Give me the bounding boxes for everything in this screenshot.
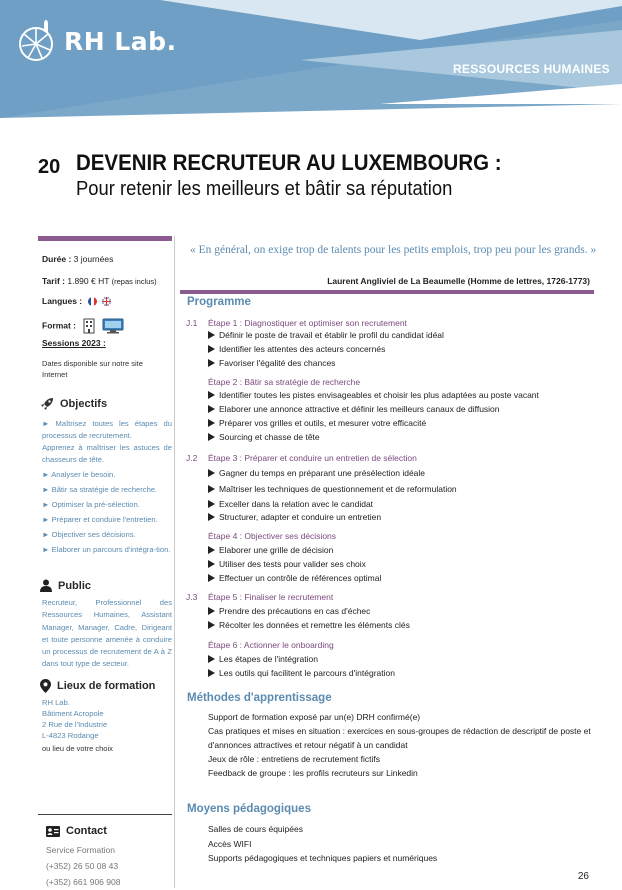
contact-service: Service Formation (46, 845, 115, 855)
page-number: 26 (577, 871, 589, 882)
objectif-item: ► Objectiver ses décisions. (42, 530, 136, 539)
column-separator (174, 236, 175, 888)
public-heading: Public (40, 579, 91, 592)
step-1-item: Favoriser l'égalité des chances (208, 358, 335, 368)
moyens-title: Moyens pédagogiques (187, 803, 311, 815)
duration-label: Durée : (42, 254, 72, 264)
step-4-item: Effectuer un contrôle de références optimal (208, 573, 381, 583)
moyen-line: Supports pédagogiques et techniques papiers et numériques (208, 853, 438, 863)
programme-title: Programme (187, 296, 251, 308)
methodes-title: Méthodes d'apprentissage (187, 692, 332, 704)
step-4-item: Elaborer une grille de décision (208, 545, 333, 555)
languages-line (42, 296, 111, 306)
step-3-title: Étape 3 : Préparer et conduire un entretien de sélection (208, 453, 417, 463)
objectif-item: ► Maîtrisez toutes les étapes du processus de recrutement. (42, 419, 172, 440)
day-label-1: J.1 (186, 318, 198, 328)
step-6-item: Les étapes de l'intégration (208, 654, 318, 664)
contact-card-icon (46, 826, 60, 837)
sessions-label: Sessions 2023 : (42, 338, 106, 348)
format-line (42, 318, 124, 334)
day-label-2: J.2 (186, 453, 198, 463)
objectif-item: ► Elaborer un parcours d'intégra-tion. (42, 545, 171, 554)
quote-author: Laurent Angliviel de La Beaumelle (Homme de lettres, 1726-1773) (327, 276, 590, 286)
price-label: Tarif : (42, 276, 65, 286)
moyen-line: Salles de cours équipées (208, 824, 303, 834)
map-pin-icon (40, 679, 51, 693)
sessions-info: Dates disponible sur notre site Internet (42, 359, 143, 379)
contact-mobile[interactable]: (+352) 661 906 908 (46, 877, 121, 887)
brain-logo-icon (18, 20, 58, 62)
public-description: Recruteur, Professionnel des Ressources Humaines, Assistant Manager, Manager, Cadre, Dirigeant et toute personne amenée à conduire un processus de recrutement de A à Z dans tout type de secteur. (42, 598, 172, 669)
brand-name: RH Lab. (64, 26, 177, 56)
duration-value: 3 journées (73, 254, 114, 264)
lieux-heading: Lieux de formation (40, 679, 155, 693)
course-number: 20 (38, 156, 61, 178)
step-2-item: Sourcing et chasse de tête (208, 432, 320, 442)
rocket-icon (40, 397, 54, 411)
step-3-item: Gagner du temps en préparant une présélection idéale (208, 468, 425, 478)
objectifs-list (42, 418, 172, 559)
lieux-other: ou lieu de votre choix (42, 744, 113, 753)
methode-line: Cas pratiques et mises en situation : exercices en sous-groupes de rédaction de descriptif de poste et (208, 726, 591, 736)
step-1-item: Identifier les attentes des acteurs concernés (208, 344, 385, 354)
building-icon (82, 318, 96, 334)
step-3-item: Maîtriser les techniques de questionnement et de reformulation (208, 484, 457, 494)
methode-line: d'annonces attractives et retour négatif à un candidat (208, 740, 408, 750)
format-label: Format : (42, 320, 76, 331)
methode-line: Support de formation exposé par un(e) DRH confirmé(e) (208, 712, 421, 722)
step-5-item: Récolter les données et remettre les éléments clés (208, 620, 410, 630)
price-value: 1.890 € HT (67, 276, 110, 286)
step-2-title: Étape 2 : Bâtir sa stratégie de recherche (208, 377, 361, 387)
step-3-item: Structurer, adapter et conduire un entretien (208, 512, 381, 522)
computer-icon (102, 318, 124, 334)
price-note: (repas inclus) (111, 277, 157, 286)
contact-divider (38, 814, 172, 815)
page-subtitle: Pour retenir les meilleurs et bâtir sa réputation (76, 178, 453, 200)
step-6-item: Les outils qui facilitent le parcours d'intégration (208, 668, 395, 678)
contact-heading: Contact (46, 825, 107, 837)
step-5-title: Étape 5 : Finaliser le recrutement (208, 592, 334, 602)
methode-line: Feedback de groupe : les profils recruteurs sur Linkedin (208, 768, 418, 778)
lieux-address: RH Lab. Bâtiment Acropole 2 Rue de l'Industrie L-4823 Rodange (42, 698, 108, 740)
methode-line: Jeux de rôle : entretiens de recrutement fictifs (208, 754, 380, 764)
contact-phone[interactable]: (+352) 26 50 08 43 (46, 861, 119, 871)
objectif-item: ► Préparer et conduire l'entretien. (42, 515, 158, 524)
quote-divider (180, 290, 594, 294)
objectif-item: Apprenez à maîtriser les astuces de chasseurs de tête. (42, 443, 172, 464)
step-2-item: Elaborer une annonce attractive et définir les meilleurs canaux de diffusion (208, 404, 500, 414)
step-3-item: Exceller dans la relation avec le candidat (208, 499, 373, 509)
objectif-item: ► Bâtir sa stratégie de recherche. (42, 485, 158, 494)
step-2-item: Identifier toutes les pistes envisageables et choisir les plus adaptées au poste vacant (208, 390, 539, 400)
brand-logo (18, 20, 177, 62)
step-5-item: Prendre des précautions en cas d'échec (208, 606, 370, 616)
day-label-3: J.3 (186, 592, 198, 602)
person-icon (40, 579, 52, 592)
step-4-title: Étape 4 : Objectiver ses décisions (208, 531, 337, 541)
header-banner (0, 0, 622, 118)
step-4-item: Utiliser des tests pour valider ses choix (208, 559, 366, 569)
step-2-item: Préparer vos grilles et outils, et mesurer votre efficacité (208, 418, 426, 428)
french-flag-icon (88, 297, 97, 306)
uk-flag-icon (102, 297, 111, 306)
quote-text: « En général, on exige trop de talents pour les petits emplois, trop peu pour les grands. » (190, 244, 597, 256)
languages-label: Langues : (42, 296, 83, 306)
objectif-item: ► Optimiser la pré-sélection. (42, 500, 140, 509)
step-6-title: Étape 6 : Actionner le onboarding (208, 640, 334, 650)
objectif-item: ► Analyser le besoin. (42, 470, 116, 479)
moyen-line: Accès WIFI (208, 839, 252, 849)
price-line (42, 276, 157, 286)
category-label: RESSOURCES HUMAINES (452, 62, 610, 76)
duration-line (42, 254, 113, 264)
step-1-item: Définir le poste de travail et établir le profil du candidat idéal (208, 330, 444, 340)
page-title: DEVENIR RECRUTEUR AU LUXEMBOURG : (76, 150, 502, 175)
left-divider-bar (38, 236, 172, 241)
step-1-title: Étape 1 : Diagnostiquer et optimiser son recrutement (208, 318, 407, 328)
objectifs-heading: Objectifs (40, 397, 107, 411)
